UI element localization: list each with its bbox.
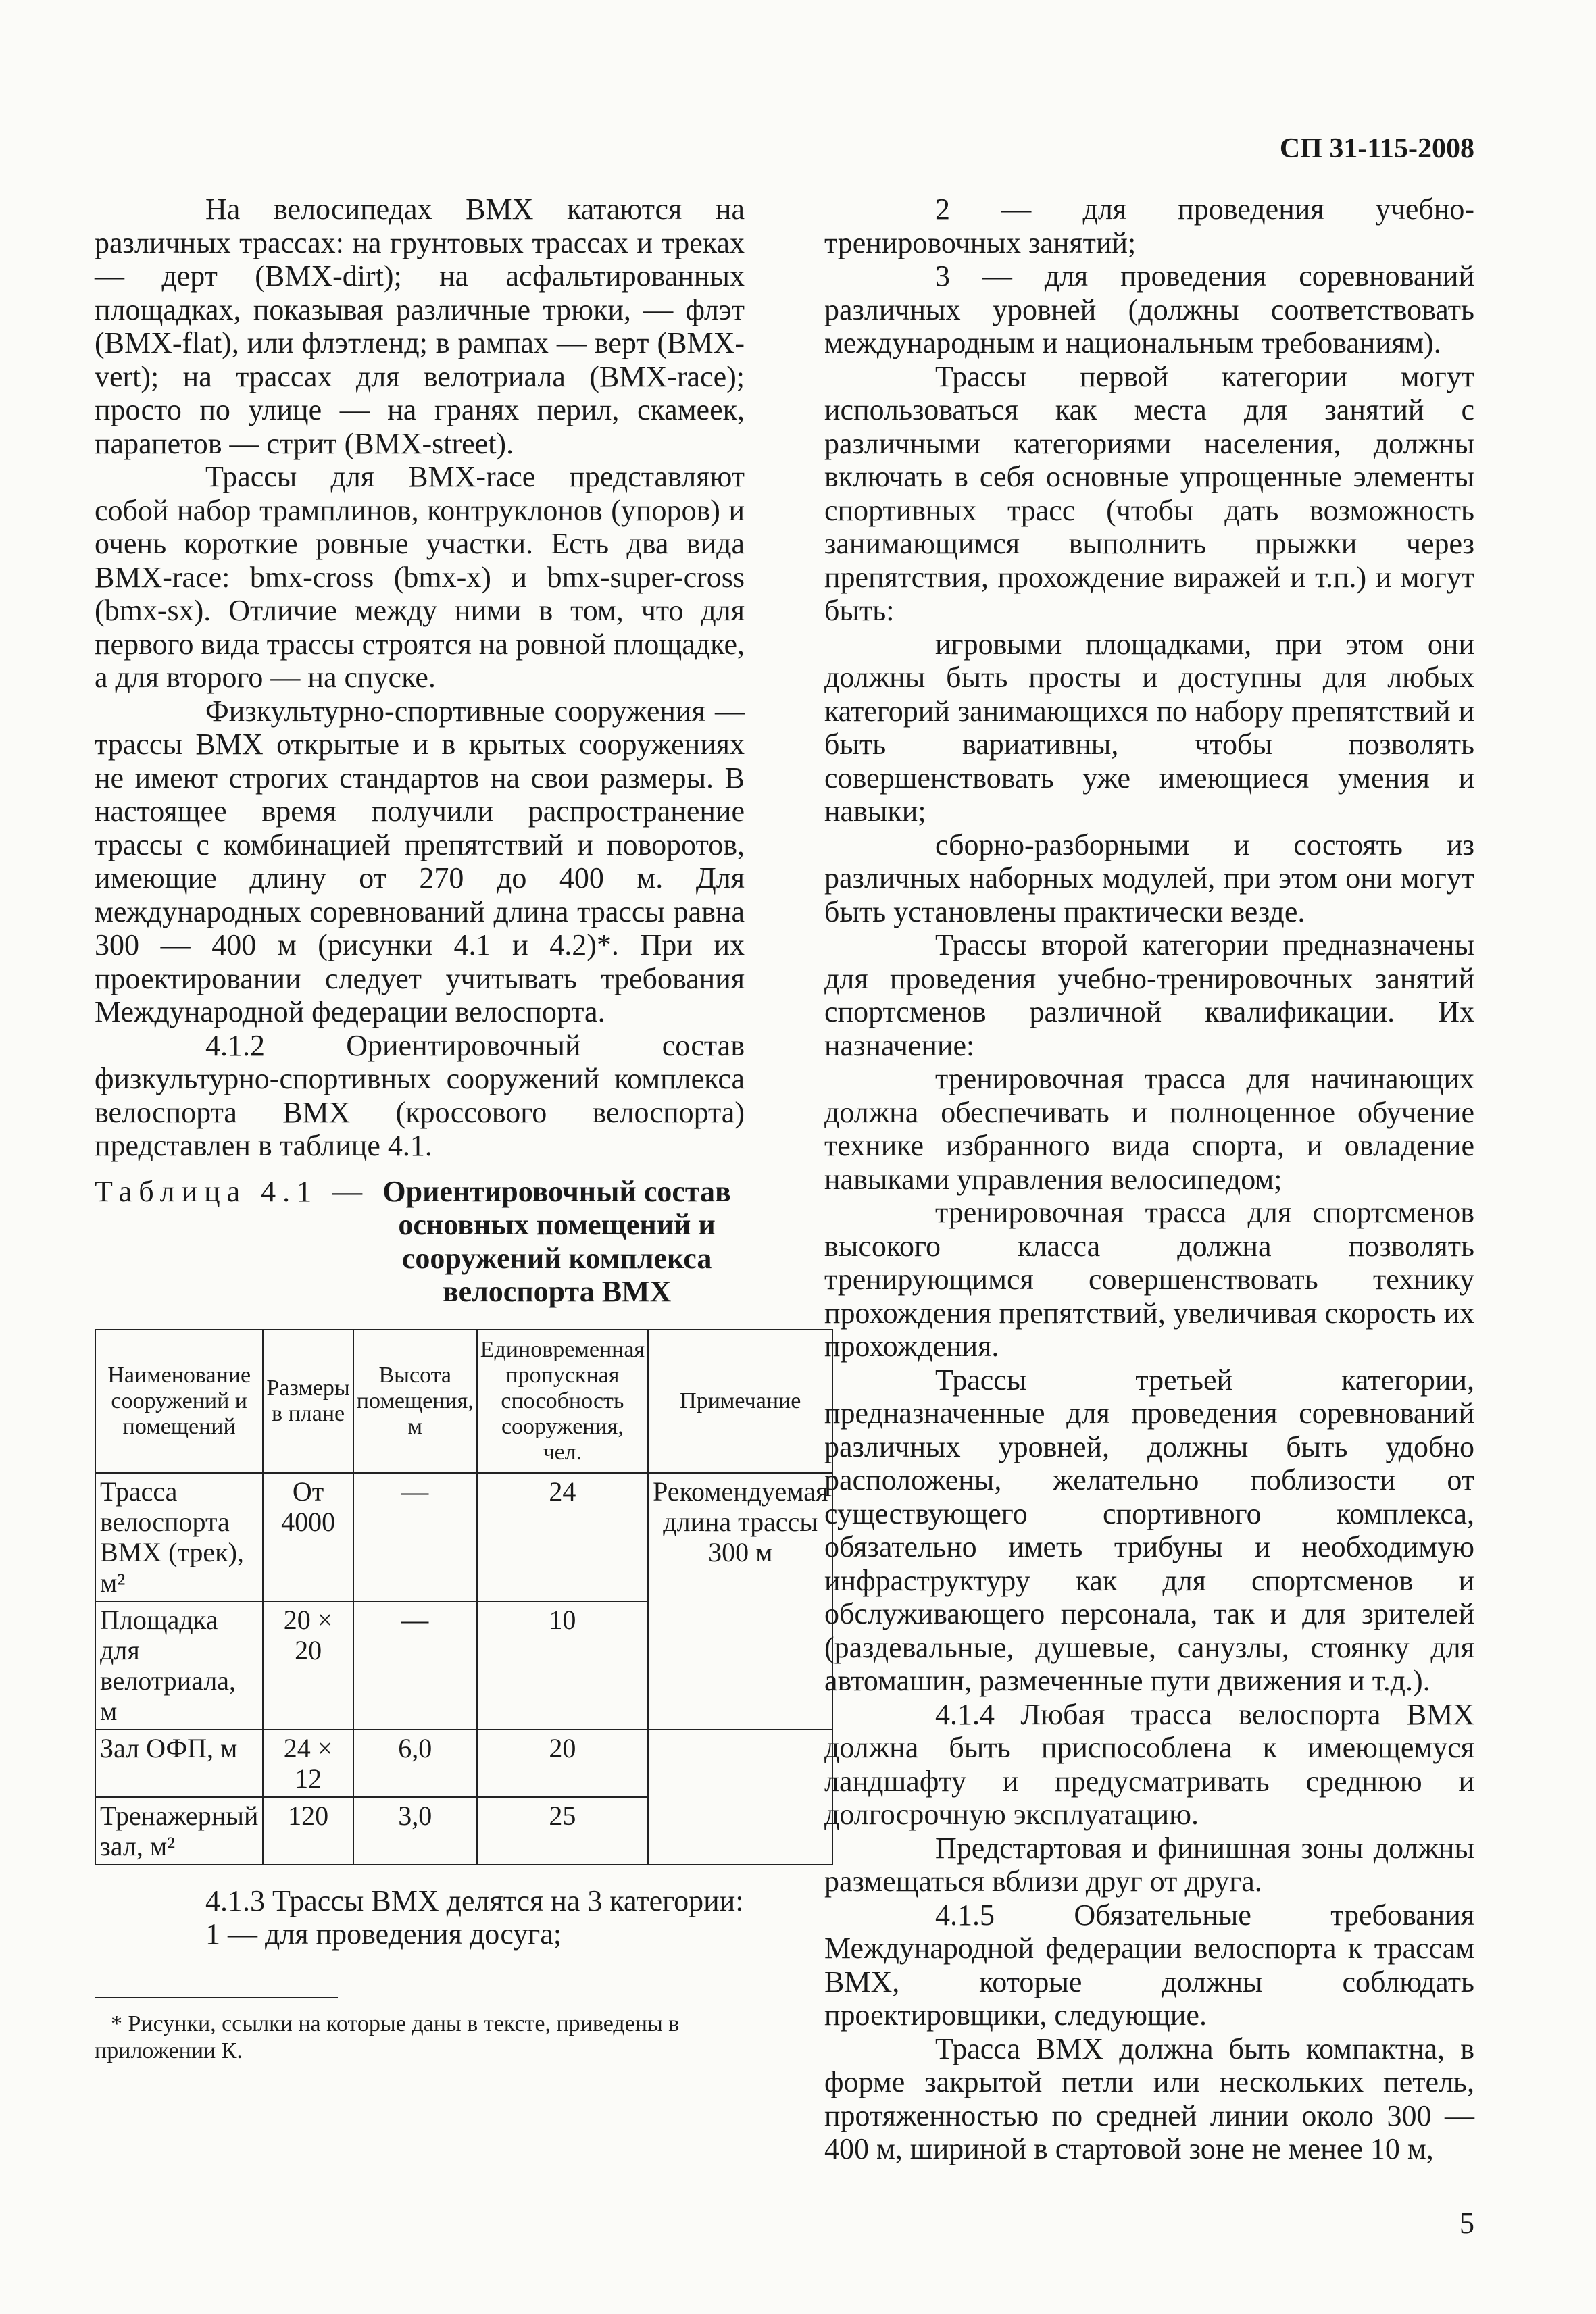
table-cell-capacity: 20 <box>477 1730 648 1797</box>
paragraph: 3 — для проведения соревнований различных уровней (должны соответствовать международным и национальным требованиям). <box>824 259 1474 359</box>
paragraph: 1 — для проведения досуга; <box>205 1917 562 1951</box>
column-header: Размеры в плане <box>263 1330 353 1473</box>
table-cell-name: Тренажерный зал, м² <box>95 1797 263 1865</box>
paragraph: тренировочная трасса для спортсменов высокого класса должна позволять тренирующимся совершенствовать технику прохождения препятствий, увеличивая скорость их прохождения. <box>824 1196 1474 1363</box>
table-cell-size: От 4000 <box>263 1473 353 1601</box>
table-cell-name: Зал ОФП, м <box>95 1730 263 1797</box>
table-cell-height: — <box>353 1601 477 1730</box>
document-code: СП 31-115-2008 <box>1279 133 1474 164</box>
table-cell-capacity: 10 <box>477 1601 648 1730</box>
facilities-table <box>95 1329 833 1865</box>
paragraph: игровыми площадками, при этом они должны быть просты и доступны для любых категорий занимающихся по набору препятствий и быть вариативны, чтобы позволять совершенствовать уже имеющиеся умения и навыки; <box>824 627 1474 828</box>
paragraph: сборно-разборными и состоять из различных наборных модулей, при этом они могут быть установлены практически везде. <box>824 828 1474 928</box>
table-caption-label: Таблица 4.1 — <box>95 1174 370 1208</box>
table-cell-height: — <box>353 1473 477 1601</box>
paragraph: 4.1.3 Трассы BMX делятся на 3 категории: <box>205 1884 744 1917</box>
paragraph: Физкультурно-спортивные сооружения — трассы BMX открытые и в крытых сооружениях не имеют строгих стандартов на свои размеры. В настоящее время получили распространение трассы с комбинацией препятствий и поворотов, имеющие длину от 270 до 400 м. Для международных соревнований длина трассы равна 300 — 400 м (рисунки 4.1 и 4.2)*. При их проектировании следует учитывать требования Международной федерации велоспорта. <box>95 694 745 1028</box>
table-cell-size: 120 <box>263 1797 353 1865</box>
footnote-divider <box>95 1997 338 1998</box>
paragraph: Трассы третьей категории, предназначенные для проведения соревнований различных уровней, должны быть удобно расположены, желательно поблизости от существующего спортивного комплекса, обязательно иметь трибуны и необходимую инфраструктуру как для спортсменов и обслуживающего персонала, так и для зрителей (раздевальные, душевые, санузлы, стоянку для автомашин, размеченные пути движения и т.д.). <box>824 1363 1474 1697</box>
column-header: Примечание <box>648 1330 832 1473</box>
paragraph: 2 — для проведения учебно-тренировочных занятий; <box>824 193 1474 259</box>
table-cell-name: Площадка для велотриала, м <box>95 1601 263 1730</box>
table-cell-size: 20 × 20 <box>263 1601 353 1730</box>
paragraph: 4.1.4 Любая трасса велоспорта BMX должна быть приспособлена к имеющемуся ландшафту и предусматривать среднюю и долгосрочную эксплуатацию. <box>824 1697 1474 1831</box>
right-column <box>824 193 1474 2166</box>
column-header: Наименование сооружений и помещений <box>95 1330 263 1473</box>
table-cell-note: Рекомендуемая длина трассы 300 м <box>648 1473 832 1730</box>
table-caption <box>95 1175 745 1309</box>
column-header: Высота помещения, м <box>353 1330 477 1473</box>
table-cell-capacity: 24 <box>477 1473 648 1601</box>
paragraph: 4.1.5 Обязательные требования Международной федерации велоспорта к трассам BMX, которые должны соблюдать проектировщики, следующие. <box>824 1898 1474 2032</box>
paragraph: На велосипедах BMX катаются на различных трассах: на грунтовых трассах и треках — дерт (BMX-dirt); на асфальтированных площадках, показывая различные трюки, — флэт (BMX-flat), или флэтленд; в рампах — верт (BMX-vert); на трассах для велотриала (BMX-race); просто по улице — на гранях перил, скамеек, парапетов — стрит (BMX-street). <box>95 193 745 460</box>
table-row <box>95 1730 832 1797</box>
table-caption-title: Ориентировочный состав основных помещений и сооружений комплекса велоспорта BMX <box>382 1174 731 1308</box>
paragraph: Предстартовая и финишная зоны должны размещаться вблизи друг от друга. <box>824 1831 1474 1898</box>
footnote: * Рисунки, ссылки на которые даны в тексте, приведены в приложении К. <box>95 2011 680 2063</box>
column-header: Единовременная пропускная способность сооружения, чел. <box>477 1330 648 1473</box>
table-cell-empty <box>648 1730 832 1865</box>
paragraph: Трассы второй категории предназначены для проведения учебно-тренировочных занятий спортсменов различной квалификации. Их назначение: <box>824 928 1474 1062</box>
paragraph: тренировочная трасса для начинающих должна обеспечивать и полноценное обучение технике избранного вида спорта, и овладение навыками управления велосипедом; <box>824 1062 1474 1196</box>
left-column <box>95 193 828 2065</box>
table-header-row <box>95 1330 832 1473</box>
table-cell-size: 24 × 12 <box>263 1730 353 1797</box>
paragraph: 4.1.2 Ориентировочный состав физкультурно-спортивных сооружений комплекса велоспорта BMX (кроссового велоспорта) представлен в таблице 4.1. <box>95 1028 745 1162</box>
paragraph: Трассы первой категории могут использоваться как места для занятий с различными категориями населения, должны включать в себя основные упрощенные элементы спортивных трасс (чтобы дать возможность занимающимся выполнить прыжки через препятствия, прохождение виражей и т.п.) и могут быть: <box>824 359 1474 627</box>
paragraph: Трасса BMX должна быть компактна, в форме закрытой петли или нескольких петель, протяженностью по средней линии около 300 — 400 м, шириной в стартовой зоне не менее 10 м, <box>824 2032 1474 2165</box>
table-cell-height: 3,0 <box>353 1797 477 1865</box>
paragraph: Трассы для BMX-race представляют собой набор трамплинов, контруклонов (упоров) и очень короткие ровные участки. Есть два вида BMX-race: bmx-cross (bmx-x) и bmx-super-cross (bmx-sx). Отличие между ними в том, что для первого вида трассы строятся на ровной площадке, а для второго — на спуске. <box>95 460 745 694</box>
table-cell-height: 6,0 <box>353 1730 477 1797</box>
table-cell-capacity: 25 <box>477 1797 648 1865</box>
page-number: 5 <box>1460 2207 1474 2240</box>
table-cell-name: Трасса велоспорта BMX (трек), м² <box>95 1473 263 1601</box>
table-row <box>95 1473 832 1601</box>
